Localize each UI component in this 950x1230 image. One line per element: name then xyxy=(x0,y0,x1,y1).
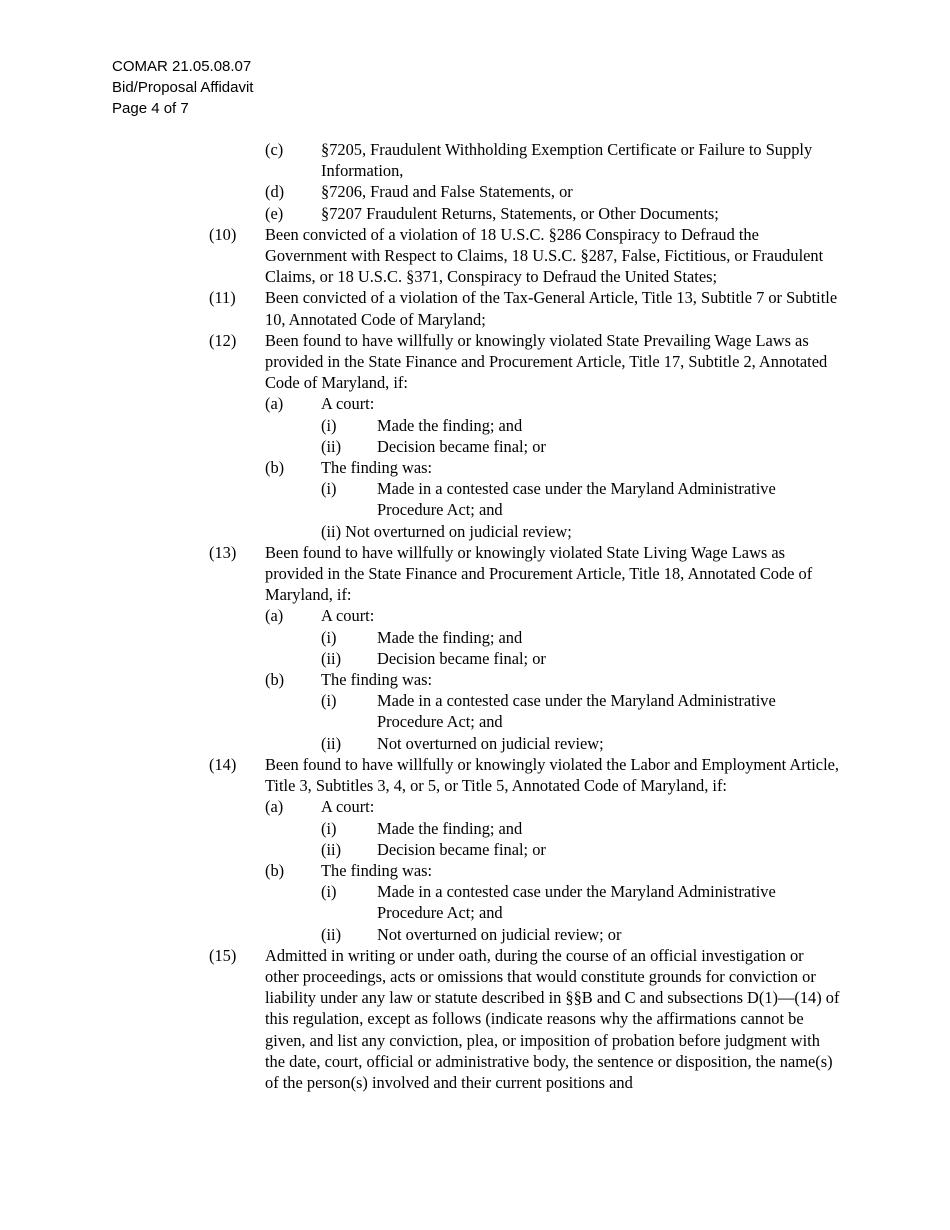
list-item xyxy=(0,478,950,520)
list-item xyxy=(0,754,950,796)
item-label: (ii) xyxy=(321,839,342,859)
item-text: Not overturned on judicial review; xyxy=(377,733,604,753)
list-item xyxy=(0,181,950,202)
item-label: (ii) xyxy=(321,648,342,668)
item-label: (i) xyxy=(321,882,337,902)
list-item xyxy=(0,627,950,648)
list-item xyxy=(0,542,950,606)
list-item xyxy=(0,605,950,626)
item-text: Made in a contested case under the Maryland Administrative Procedure Act; and xyxy=(377,691,776,732)
item-text: A court: xyxy=(321,797,375,817)
item-text: Made in a contested case under the Maryland Administrative Procedure Act; and xyxy=(377,882,776,923)
item-text: §7207 Fraudulent Returns, Statements, or Other Documents; xyxy=(321,203,719,223)
item-label: (a) xyxy=(265,394,284,414)
item-text: A court: xyxy=(321,606,375,626)
item-label: (a) xyxy=(265,797,284,817)
page-header xyxy=(112,56,253,119)
list-item xyxy=(0,796,950,817)
list-item xyxy=(0,924,950,945)
item-text: §7206, Fraud and False Statements, or xyxy=(321,182,573,202)
item-text: Made the finding; and xyxy=(377,818,523,838)
item-label: (b) xyxy=(265,670,285,690)
regulation-citation: COMAR 21.05.08.07 xyxy=(112,58,252,75)
item-label: (14) xyxy=(209,754,237,774)
item-label: (e) xyxy=(265,203,284,223)
list-item xyxy=(0,521,950,542)
list-item xyxy=(0,839,950,860)
item-text: Made in a contested case under the Maryland Administrative Procedure Act; and xyxy=(377,479,776,520)
list-item xyxy=(0,287,950,329)
item-label: (15) xyxy=(209,945,237,965)
item-text: The finding was: xyxy=(321,670,433,690)
list-item xyxy=(0,881,950,923)
item-text: The finding was: xyxy=(321,860,433,880)
item-text: (ii) Not overturned on judicial review; xyxy=(321,521,572,541)
item-text: Decision became final; or xyxy=(377,648,546,668)
list-item xyxy=(0,393,950,414)
item-label: (d) xyxy=(265,182,285,202)
item-label: (b) xyxy=(265,458,285,478)
item-text: Been found to have willfully or knowingly violated State Living Wage Laws as provided in the State Finance and Procurement Article, Title 18, Annotated Code of Maryland, if: xyxy=(265,542,813,605)
item-text: Admitted in writing or under oath, during the course of an official investigation or other proceedings, acts or omissions that would constitute grounds for conviction or liability under any law or statute described in §§B and C and subsections D(1)—(14) of this regulation, except as follows (indicate reasons why the affirmations cannot be given, and list any conviction, plea, or imposition of probation before judgment with the date, court, official or administrative body, the sentence or disposition, the name(s) of the person(s) involved and their current positions and xyxy=(265,945,840,1092)
item-text: §7205, Fraudulent Withholding Exemption Certificate or Failure to Supply Information, xyxy=(321,140,813,181)
list-item xyxy=(0,860,950,881)
item-label: (10) xyxy=(209,224,237,244)
item-text: A court: xyxy=(321,394,375,414)
item-label: (ii) xyxy=(321,924,342,944)
list-item xyxy=(0,203,950,224)
item-text: Been convicted of a violation of 18 U.S.C. §286 Conspiracy to Defraud the Government with Respect to Claims, 18 U.S.C. §287, False, Fictitious, or Fraudulent Claims, or 18 U.S.C. §371, Conspiracy to Defraud the United States; xyxy=(265,224,824,287)
item-label: (12) xyxy=(209,330,237,350)
list-item xyxy=(0,139,950,181)
affidavit-body xyxy=(0,139,950,1093)
item-label: (i) xyxy=(321,479,337,499)
page-number: Page 4 of 7 xyxy=(112,100,189,117)
item-label: (13) xyxy=(209,542,237,562)
item-label: (i) xyxy=(321,415,337,435)
form-title: Bid/Proposal Affidavit xyxy=(112,79,254,96)
list-item xyxy=(0,733,950,754)
item-text: Been convicted of a violation of the Tax-General Article, Title 13, Subtitle 7 or Subtitle 10, Annotated Code of Maryland; xyxy=(265,288,838,329)
item-text: Been found to have willfully or knowingly violated the Labor and Employment Article, Title 3, Subtitles 3, 4, or 5, or Title 5, Annotated Code of Maryland, if: xyxy=(265,754,839,796)
item-label: (i) xyxy=(321,691,337,711)
list-item xyxy=(0,818,950,839)
list-item xyxy=(0,669,950,690)
item-text: Made the finding; and xyxy=(377,627,523,647)
list-item xyxy=(0,330,950,394)
item-text: Decision became final; or xyxy=(377,436,546,456)
item-label: (b) xyxy=(265,860,285,880)
list-item xyxy=(0,224,950,288)
item-text: Been found to have willfully or knowingly violated State Prevailing Wage Laws as provided in the State Finance and Procurement Article, Title 17, Subtitle 2, Annotated Code of Maryland, if: xyxy=(265,330,828,393)
list-item xyxy=(0,457,950,478)
item-text: The finding was: xyxy=(321,458,433,478)
item-text: Made the finding; and xyxy=(377,415,523,435)
item-label: (a) xyxy=(265,606,284,626)
item-label: (i) xyxy=(321,627,337,647)
item-label: (i) xyxy=(321,818,337,838)
list-item xyxy=(0,436,950,457)
item-label: (c) xyxy=(265,140,284,159)
list-item xyxy=(0,945,950,1093)
item-label: (ii) xyxy=(321,436,342,456)
list-item xyxy=(0,690,950,732)
item-text: Decision became final; or xyxy=(377,839,546,859)
item-label: (11) xyxy=(209,288,236,308)
item-label: (ii) xyxy=(321,733,342,753)
list-item xyxy=(0,415,950,436)
list-item xyxy=(0,648,950,669)
item-text: Not overturned on judicial review; or xyxy=(377,924,622,944)
